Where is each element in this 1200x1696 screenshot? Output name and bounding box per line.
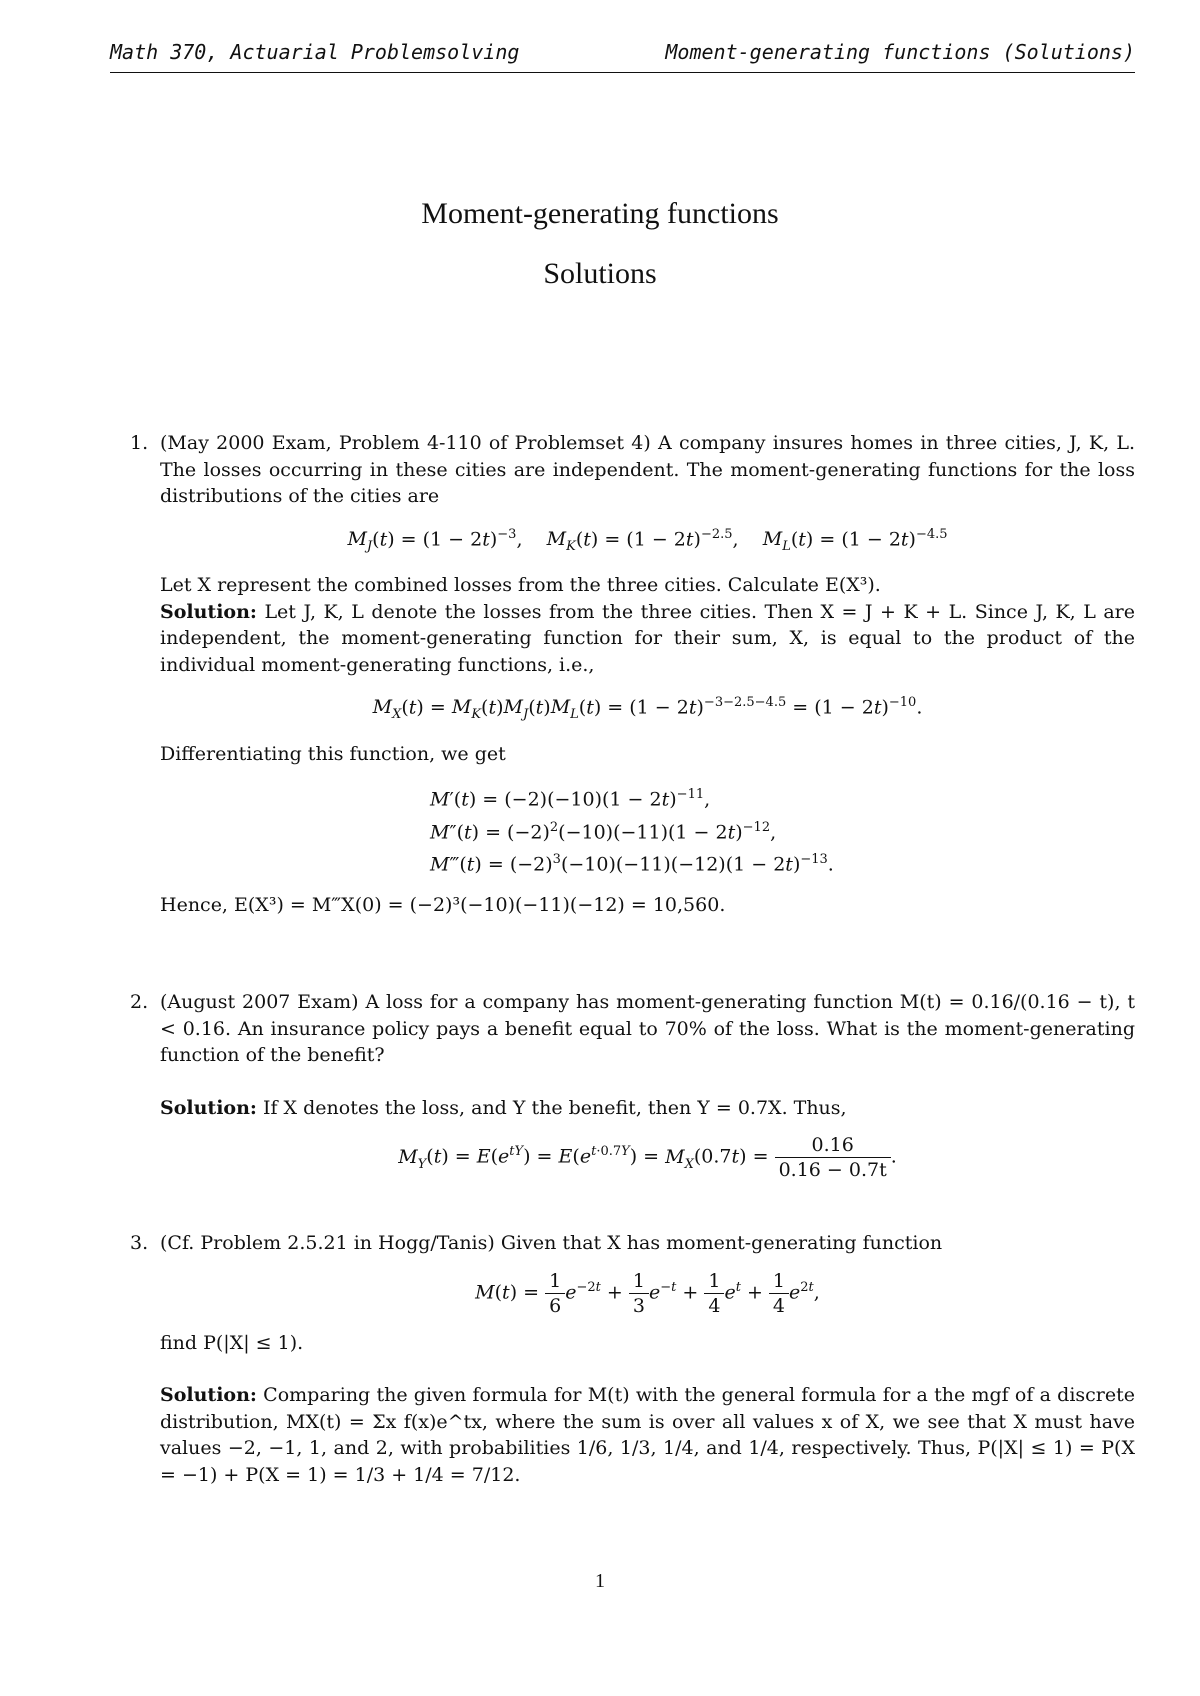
running-header bbox=[110, 40, 1135, 73]
solution-text: Let J, K, L denote the losses from the three cities. Then X = J + K + L. Since J, K, L are independent, the moment-generating function for their sum, X, is equal to the product of the individual moment-generating functions, i.e., bbox=[160, 600, 1136, 676]
problem-number: 1. bbox=[130, 432, 149, 454]
fraction-denominator: 0.16 − 0.7t bbox=[778, 1159, 887, 1181]
problem-number: 3. bbox=[130, 1232, 149, 1254]
solution-label: Solution: bbox=[160, 600, 257, 623]
fraction bbox=[775, 1133, 891, 1182]
problem-source: (May 2000 Exam, Problem 4-110 of Problemset 4) bbox=[160, 432, 651, 454]
problem-1 bbox=[130, 430, 1136, 919]
problem-question: find P(|X| ≤ 1). bbox=[160, 1331, 304, 1354]
fraction-numerator: 0.16 bbox=[775, 1133, 891, 1158]
problem-text: A company insures homes in three cities, J, K, L. The losses occurring in these cities are independent. The moment-generating functions for the loss distributions of the cities are bbox=[160, 432, 1136, 507]
problem-source: (Cf. Problem 2.5.21 in Hogg/Tanis) bbox=[160, 1232, 495, 1254]
problem-2 bbox=[130, 989, 1136, 1194]
solution-paragraph bbox=[160, 1095, 1135, 1122]
problem-text: A loss for a company has moment-generating function M(t) = 0.16/(0.16 − t), t < 0.16. An insurance policy pays a benefit equal to 70% of the loss. What is the moment-generating function of the benefit? bbox=[160, 991, 1136, 1066]
solution-paragraph bbox=[160, 599, 1135, 679]
header-topic: Moment-generating functions (Solutions) bbox=[665, 40, 1135, 64]
problem-number: 2. bbox=[130, 991, 149, 1013]
problem-statement bbox=[160, 1230, 1135, 1257]
problem-3 bbox=[130, 1230, 1136, 1488]
document-subtitle: Solutions bbox=[543, 257, 657, 290]
problem-text: Given that X has moment-generating function bbox=[500, 1232, 943, 1254]
solution-label: Solution: bbox=[160, 1096, 257, 1119]
solution-paragraph bbox=[160, 1382, 1135, 1488]
problem-source: (August 2007 Exam) bbox=[160, 991, 359, 1013]
solution-text: If X denotes the loss, and Y the benefit, then Y = 0.7X. Thus, bbox=[262, 1096, 847, 1119]
benefit-mgf-equation: $M_Y(t) = E(e^{tY}) = E(e^{t\cdot 0.7Y}) = M_X(0.7t)$ = $\frac{0.16}{0.16 - 0.7t}$ . bbox=[398, 1134, 897, 1181]
conclusion: Hence, E(X³) = M‴X(0) = (−2)³(−10)(−11)(−12) = 10,560. bbox=[160, 894, 726, 917]
problem-statement bbox=[160, 430, 1135, 510]
page-number: 1 bbox=[595, 1570, 605, 1592]
header-course: Math 370, Actuarial Problemsolving bbox=[110, 40, 520, 64]
mgf-definition-equation: M(t) = $\frac{1}{6}$ $e^{-2t}$ + $\frac{1}{3}$ $e^{-t}$ + $\frac{1}{4}$ $e^t$ + $\frac{1}{4}$ $e^{2t}$, bbox=[475, 1269, 820, 1317]
document-title: Moment-generating functions bbox=[421, 197, 779, 230]
solution-text: Comparing the given formula for M(t) with the general formula for a the mgf of a discrete distribution, MX(t) = Σx f(x)e^tx, where the sum is over all values x of X, we see that X must have values −2, −1, 1, and 2, with probabilities 1/6, 1/3, 1/4, and 1/4, respectively. Thus, P(|X| ≤ 1) = P(X = −1) + P(X = 1) = 1/3 + 1/4 = 7/12. bbox=[160, 1384, 1136, 1486]
solution-label: Solution: bbox=[160, 1384, 257, 1406]
differentiation-intro: Differentiating this function, we get bbox=[160, 742, 506, 765]
derivative-equations: $M'(t) = (-2)(-10)(1 - 2t)^{-11}$, $M''(t) = (-2)^2(-10)(-11)(1 - 2t)^{-12}$, M‴(t) = $(-2)^3(-10)(-11)(-12)(1 - 2t)^{-13}$. bbox=[430, 787, 834, 876]
product-equation: $M_X(t) = M_K(t)M_J(t)M_L(t) = (1 - 2t)^{-3-2.5-4.5} = (1 - 2t)^{-10}$. bbox=[372, 695, 923, 723]
problem-statement bbox=[160, 989, 1135, 1069]
mgf-equations: $M_J(t) = (1 - 2t)^{-3}$, $M_K(t) = (1 - 2t)^{-2.5}$, $M_L(t) = (1 - 2t)^{-4.5}$ bbox=[347, 526, 948, 554]
problem-question: Let X represent the combined losses from the three cities. Calculate E(X³). bbox=[160, 574, 881, 597]
